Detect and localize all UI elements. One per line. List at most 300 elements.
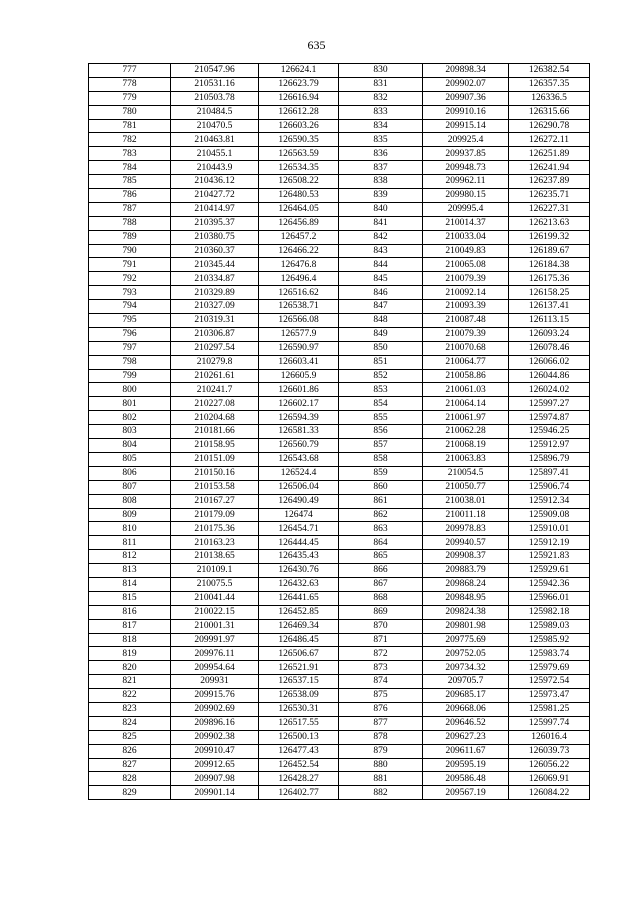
y-coordinate-left-cell: 126605.9 (259, 369, 339, 383)
table-row (89, 452, 590, 466)
y-coordinate-left-cell: 126435.43 (259, 550, 339, 564)
point-number-left-cell: 811 (89, 536, 171, 550)
table-row (89, 161, 590, 175)
y-coordinate-right-cell: 125985.92 (509, 633, 590, 647)
table-row (89, 619, 590, 633)
x-coordinate-left-cell: 210306.87 (171, 327, 259, 341)
y-coordinate-left-cell: 126402.77 (259, 786, 339, 800)
point-number-right-cell: 832 (339, 91, 423, 105)
point-number-left-cell: 824 (89, 716, 171, 730)
x-coordinate-left-cell: 209910.47 (171, 744, 259, 758)
y-coordinate-right-cell: 126024.02 (509, 383, 590, 397)
y-coordinate-left-cell: 126543.68 (259, 452, 339, 466)
y-coordinate-left-cell: 126466.22 (259, 244, 339, 258)
y-coordinate-right-cell: 126382.54 (509, 64, 590, 78)
table-row (89, 369, 590, 383)
y-coordinate-right-cell: 125910.01 (509, 522, 590, 536)
y-coordinate-left-cell: 126624.1 (259, 64, 339, 78)
x-coordinate-right-cell: 209940.57 (423, 536, 509, 550)
x-coordinate-left-cell: 209991.97 (171, 633, 259, 647)
x-coordinate-right-cell: 210054.5 (423, 466, 509, 480)
table-row (89, 175, 590, 189)
x-coordinate-right-cell: 209586.48 (423, 772, 509, 786)
y-coordinate-right-cell: 125979.69 (509, 661, 590, 675)
point-number-left-cell: 784 (89, 161, 171, 175)
point-number-right-cell: 845 (339, 272, 423, 286)
x-coordinate-left-cell: 210001.31 (171, 619, 259, 633)
point-number-left-cell: 791 (89, 258, 171, 272)
y-coordinate-right-cell: 126039.73 (509, 744, 590, 758)
point-number-right-cell: 869 (339, 605, 423, 619)
table-row (89, 258, 590, 272)
table-row (89, 272, 590, 286)
x-coordinate-right-cell: 210079.39 (423, 272, 509, 286)
point-number-right-cell: 842 (339, 230, 423, 244)
point-number-left-cell: 787 (89, 202, 171, 216)
y-coordinate-left-cell: 126538.09 (259, 689, 339, 703)
x-coordinate-left-cell: 210345.44 (171, 258, 259, 272)
point-number-right-cell: 836 (339, 147, 423, 161)
point-number-left-cell: 798 (89, 355, 171, 369)
table-row (89, 119, 590, 133)
point-number-left-cell: 801 (89, 397, 171, 411)
x-coordinate-right-cell: 210070.68 (423, 341, 509, 355)
y-coordinate-left-cell: 126560.79 (259, 439, 339, 453)
y-coordinate-left-cell: 126474 (259, 508, 339, 522)
x-coordinate-right-cell: 209611.67 (423, 744, 509, 758)
point-number-left-cell: 782 (89, 133, 171, 147)
y-coordinate-right-cell: 126078.46 (509, 341, 590, 355)
point-number-left-cell: 789 (89, 230, 171, 244)
x-coordinate-right-cell: 210064.77 (423, 355, 509, 369)
x-coordinate-left-cell: 210327.09 (171, 300, 259, 314)
table-row (89, 591, 590, 605)
y-coordinate-right-cell: 126227.31 (509, 202, 590, 216)
y-coordinate-left-cell: 126537.15 (259, 675, 339, 689)
y-coordinate-left-cell: 126516.62 (259, 286, 339, 300)
point-number-left-cell: 804 (89, 439, 171, 453)
point-number-right-cell: 881 (339, 772, 423, 786)
table-row (89, 675, 590, 689)
x-coordinate-left-cell: 210279.8 (171, 355, 259, 369)
point-number-right-cell: 840 (339, 202, 423, 216)
table-row (89, 411, 590, 425)
point-number-right-cell: 868 (339, 591, 423, 605)
y-coordinate-left-cell: 126581.33 (259, 425, 339, 439)
y-coordinate-right-cell: 125921.83 (509, 550, 590, 564)
y-coordinate-right-cell: 126237.89 (509, 175, 590, 189)
table-row (89, 633, 590, 647)
point-number-left-cell: 829 (89, 786, 171, 800)
point-number-right-cell: 839 (339, 189, 423, 203)
y-coordinate-left-cell: 126534.35 (259, 161, 339, 175)
x-coordinate-left-cell: 209902.38 (171, 730, 259, 744)
y-coordinate-right-cell: 126056.22 (509, 758, 590, 772)
point-number-left-cell: 797 (89, 341, 171, 355)
y-coordinate-left-cell: 126452.54 (259, 758, 339, 772)
table-row (89, 522, 590, 536)
x-coordinate-right-cell: 209627.23 (423, 730, 509, 744)
x-coordinate-right-cell: 209646.52 (423, 716, 509, 730)
x-coordinate-right-cell: 209775.69 (423, 633, 509, 647)
x-coordinate-right-cell: 209902.07 (423, 77, 509, 91)
x-coordinate-left-cell: 210022.15 (171, 605, 259, 619)
point-number-right-cell: 860 (339, 480, 423, 494)
y-coordinate-right-cell: 126189.67 (509, 244, 590, 258)
x-coordinate-right-cell: 210050.77 (423, 480, 509, 494)
table-row (89, 147, 590, 161)
x-coordinate-left-cell: 210179.09 (171, 508, 259, 522)
x-coordinate-left-cell: 209902.69 (171, 702, 259, 716)
y-coordinate-left-cell: 126506.67 (259, 647, 339, 661)
x-coordinate-right-cell: 209980.15 (423, 189, 509, 203)
table-row (89, 480, 590, 494)
point-number-left-cell: 823 (89, 702, 171, 716)
point-number-right-cell: 830 (339, 64, 423, 78)
point-number-right-cell: 856 (339, 425, 423, 439)
point-number-right-cell: 834 (339, 119, 423, 133)
x-coordinate-left-cell: 210175.36 (171, 522, 259, 536)
x-coordinate-left-cell: 210380.75 (171, 230, 259, 244)
point-number-right-cell: 863 (339, 522, 423, 536)
point-number-left-cell: 796 (89, 327, 171, 341)
table-row (89, 300, 590, 314)
x-coordinate-left-cell: 209912.65 (171, 758, 259, 772)
table-row (89, 577, 590, 591)
point-number-right-cell: 850 (339, 341, 423, 355)
x-coordinate-left-cell: 210261.61 (171, 369, 259, 383)
point-number-right-cell: 882 (339, 786, 423, 800)
y-coordinate-left-cell: 126444.45 (259, 536, 339, 550)
point-number-left-cell: 800 (89, 383, 171, 397)
x-coordinate-right-cell: 210093.39 (423, 300, 509, 314)
y-coordinate-right-cell: 125942.36 (509, 577, 590, 591)
y-coordinate-right-cell: 125983.74 (509, 647, 590, 661)
y-coordinate-right-cell: 125966.01 (509, 591, 590, 605)
table-row (89, 702, 590, 716)
y-coordinate-left-cell: 126623.79 (259, 77, 339, 91)
table-row (89, 244, 590, 258)
point-number-left-cell: 816 (89, 605, 171, 619)
y-coordinate-right-cell: 126315.66 (509, 105, 590, 119)
y-coordinate-left-cell: 126612.28 (259, 105, 339, 119)
x-coordinate-right-cell: 210061.97 (423, 411, 509, 425)
y-coordinate-right-cell: 126251.89 (509, 147, 590, 161)
x-coordinate-right-cell: 209848.95 (423, 591, 509, 605)
x-coordinate-left-cell: 210204.68 (171, 411, 259, 425)
y-coordinate-right-cell: 126113.15 (509, 314, 590, 328)
point-number-left-cell: 795 (89, 314, 171, 328)
x-coordinate-left-cell: 209931 (171, 675, 259, 689)
table-row (89, 314, 590, 328)
y-coordinate-left-cell: 126430.76 (259, 564, 339, 578)
y-coordinate-left-cell: 126500.13 (259, 730, 339, 744)
y-coordinate-left-cell: 126594.39 (259, 411, 339, 425)
x-coordinate-right-cell: 209908.37 (423, 550, 509, 564)
x-coordinate-right-cell: 209898.34 (423, 64, 509, 78)
y-coordinate-left-cell: 126508.22 (259, 175, 339, 189)
y-coordinate-right-cell: 125973.47 (509, 689, 590, 703)
y-coordinate-left-cell: 126486.45 (259, 633, 339, 647)
x-coordinate-right-cell: 209824.38 (423, 605, 509, 619)
point-number-right-cell: 848 (339, 314, 423, 328)
x-coordinate-right-cell: 210011.18 (423, 508, 509, 522)
y-coordinate-right-cell: 126084.22 (509, 786, 590, 800)
y-coordinate-right-cell: 126016.4 (509, 730, 590, 744)
point-number-left-cell: 815 (89, 591, 171, 605)
point-number-right-cell: 873 (339, 661, 423, 675)
x-coordinate-right-cell: 210087.48 (423, 314, 509, 328)
point-number-right-cell: 853 (339, 383, 423, 397)
table-row (89, 64, 590, 78)
table-row (89, 202, 590, 216)
y-coordinate-left-cell: 126524.4 (259, 466, 339, 480)
point-number-right-cell: 851 (339, 355, 423, 369)
table-row (89, 536, 590, 550)
x-coordinate-left-cell: 209907.98 (171, 772, 259, 786)
y-coordinate-right-cell: 125972.54 (509, 675, 590, 689)
table-row (89, 397, 590, 411)
point-number-left-cell: 802 (89, 411, 171, 425)
x-coordinate-right-cell: 210049.83 (423, 244, 509, 258)
point-number-left-cell: 783 (89, 147, 171, 161)
table-row (89, 494, 590, 508)
table-row (89, 689, 590, 703)
point-number-left-cell: 825 (89, 730, 171, 744)
table-row (89, 133, 590, 147)
x-coordinate-left-cell: 210470.5 (171, 119, 259, 133)
point-number-left-cell: 808 (89, 494, 171, 508)
y-coordinate-left-cell: 126603.26 (259, 119, 339, 133)
x-coordinate-left-cell: 210414.97 (171, 202, 259, 216)
y-coordinate-right-cell: 125906.74 (509, 480, 590, 494)
table-row (89, 466, 590, 480)
point-number-left-cell: 807 (89, 480, 171, 494)
x-coordinate-left-cell: 210531.16 (171, 77, 259, 91)
y-coordinate-right-cell: 126213.63 (509, 216, 590, 230)
y-coordinate-left-cell: 126601.86 (259, 383, 339, 397)
x-coordinate-right-cell: 209925.4 (423, 133, 509, 147)
point-number-left-cell: 805 (89, 452, 171, 466)
table-row (89, 91, 590, 105)
x-coordinate-left-cell: 210153.58 (171, 480, 259, 494)
x-coordinate-right-cell: 210061.03 (423, 383, 509, 397)
point-number-right-cell: 844 (339, 258, 423, 272)
y-coordinate-right-cell: 125912.34 (509, 494, 590, 508)
y-coordinate-right-cell: 125982.18 (509, 605, 590, 619)
x-coordinate-left-cell: 210167.27 (171, 494, 259, 508)
x-coordinate-right-cell: 209801.98 (423, 619, 509, 633)
y-coordinate-right-cell: 125929.61 (509, 564, 590, 578)
x-coordinate-left-cell: 210158.95 (171, 439, 259, 453)
x-coordinate-left-cell: 210436.12 (171, 175, 259, 189)
x-coordinate-right-cell: 209705.7 (423, 675, 509, 689)
point-number-left-cell: 777 (89, 64, 171, 78)
point-number-right-cell: 858 (339, 452, 423, 466)
point-number-right-cell: 859 (339, 466, 423, 480)
table-row (89, 286, 590, 300)
x-coordinate-left-cell: 209915.76 (171, 689, 259, 703)
point-number-left-cell: 810 (89, 522, 171, 536)
point-number-right-cell: 846 (339, 286, 423, 300)
y-coordinate-right-cell: 126069.91 (509, 772, 590, 786)
point-number-right-cell: 841 (339, 216, 423, 230)
x-coordinate-left-cell: 210151.09 (171, 452, 259, 466)
point-number-left-cell: 785 (89, 175, 171, 189)
x-coordinate-right-cell: 210033.04 (423, 230, 509, 244)
point-number-right-cell: 880 (339, 758, 423, 772)
y-coordinate-left-cell: 126464.05 (259, 202, 339, 216)
y-coordinate-right-cell: 125912.97 (509, 439, 590, 453)
x-coordinate-left-cell: 210484.5 (171, 105, 259, 119)
y-coordinate-right-cell: 125897.41 (509, 466, 590, 480)
y-coordinate-left-cell: 126603.41 (259, 355, 339, 369)
point-number-right-cell: 847 (339, 300, 423, 314)
table-row (89, 383, 590, 397)
y-coordinate-left-cell: 126530.31 (259, 702, 339, 716)
coordinates-table-body (89, 64, 590, 800)
y-coordinate-left-cell: 126490.49 (259, 494, 339, 508)
point-number-left-cell: 809 (89, 508, 171, 522)
point-number-left-cell: 790 (89, 244, 171, 258)
x-coordinate-left-cell: 210427.72 (171, 189, 259, 203)
table-row (89, 730, 590, 744)
point-number-left-cell: 820 (89, 661, 171, 675)
y-coordinate-left-cell: 126538.71 (259, 300, 339, 314)
x-coordinate-left-cell: 210138.65 (171, 550, 259, 564)
table-row (89, 105, 590, 119)
x-coordinate-left-cell: 210395.37 (171, 216, 259, 230)
y-coordinate-right-cell: 126175.36 (509, 272, 590, 286)
x-coordinate-right-cell: 209734.32 (423, 661, 509, 675)
point-number-left-cell: 781 (89, 119, 171, 133)
x-coordinate-left-cell: 210360.37 (171, 244, 259, 258)
point-number-right-cell: 838 (339, 175, 423, 189)
table-row (89, 77, 590, 91)
point-number-right-cell: 862 (339, 508, 423, 522)
point-number-right-cell: 864 (339, 536, 423, 550)
x-coordinate-left-cell: 210241.7 (171, 383, 259, 397)
point-number-left-cell: 827 (89, 758, 171, 772)
table-row (89, 439, 590, 453)
y-coordinate-right-cell: 126184.38 (509, 258, 590, 272)
point-number-left-cell: 794 (89, 300, 171, 314)
point-number-right-cell: 861 (339, 494, 423, 508)
x-coordinate-right-cell: 210038.01 (423, 494, 509, 508)
x-coordinate-right-cell: 209995.4 (423, 202, 509, 216)
x-coordinate-left-cell: 210329.89 (171, 286, 259, 300)
y-coordinate-right-cell: 126235.71 (509, 189, 590, 203)
y-coordinate-left-cell: 126477.43 (259, 744, 339, 758)
point-number-left-cell: 793 (89, 286, 171, 300)
table-row (89, 508, 590, 522)
y-coordinate-left-cell: 126469.34 (259, 619, 339, 633)
x-coordinate-right-cell: 210062.28 (423, 425, 509, 439)
table-row (89, 355, 590, 369)
point-number-left-cell: 799 (89, 369, 171, 383)
table-row (89, 647, 590, 661)
point-number-left-cell: 813 (89, 564, 171, 578)
page-number: 635 (307, 38, 326, 52)
point-number-left-cell: 821 (89, 675, 171, 689)
y-coordinate-right-cell: 126044.86 (509, 369, 590, 383)
point-number-left-cell: 819 (89, 647, 171, 661)
x-coordinate-right-cell: 210065.08 (423, 258, 509, 272)
point-number-left-cell: 817 (89, 619, 171, 633)
y-coordinate-right-cell: 125974.87 (509, 411, 590, 425)
y-coordinate-right-cell: 126241.94 (509, 161, 590, 175)
point-number-left-cell: 818 (89, 633, 171, 647)
y-coordinate-left-cell: 126432.63 (259, 577, 339, 591)
x-coordinate-left-cell: 210334.87 (171, 272, 259, 286)
point-number-left-cell: 786 (89, 189, 171, 203)
point-number-right-cell: 837 (339, 161, 423, 175)
y-coordinate-left-cell: 126577.9 (259, 327, 339, 341)
x-coordinate-right-cell: 209595.19 (423, 758, 509, 772)
table-row (89, 189, 590, 203)
point-number-left-cell: 780 (89, 105, 171, 119)
y-coordinate-left-cell: 126476.8 (259, 258, 339, 272)
point-number-right-cell: 866 (339, 564, 423, 578)
point-number-right-cell: 854 (339, 397, 423, 411)
y-coordinate-left-cell: 126428.27 (259, 772, 339, 786)
y-coordinate-right-cell: 125981.25 (509, 702, 590, 716)
point-number-right-cell: 867 (339, 577, 423, 591)
point-number-right-cell: 849 (339, 327, 423, 341)
y-coordinate-right-cell: 125909.08 (509, 508, 590, 522)
table-row (89, 550, 590, 564)
y-coordinate-left-cell: 126602.17 (259, 397, 339, 411)
x-coordinate-left-cell: 210463.81 (171, 133, 259, 147)
table-row (89, 786, 590, 800)
x-coordinate-right-cell: 209668.06 (423, 702, 509, 716)
x-coordinate-left-cell: 210181.66 (171, 425, 259, 439)
table-row (89, 230, 590, 244)
point-number-right-cell: 871 (339, 633, 423, 647)
x-coordinate-right-cell: 209907.36 (423, 91, 509, 105)
y-coordinate-left-cell: 126517.55 (259, 716, 339, 730)
point-number-right-cell: 870 (339, 619, 423, 633)
point-number-right-cell: 865 (339, 550, 423, 564)
point-number-right-cell: 857 (339, 439, 423, 453)
y-coordinate-right-cell: 125997.74 (509, 716, 590, 730)
coordinates-table (88, 63, 590, 800)
y-coordinate-left-cell: 126566.08 (259, 314, 339, 328)
x-coordinate-left-cell: 210547.96 (171, 64, 259, 78)
y-coordinate-left-cell: 126521.91 (259, 661, 339, 675)
table-row (89, 425, 590, 439)
x-coordinate-right-cell: 209978.83 (423, 522, 509, 536)
x-coordinate-left-cell: 210503.78 (171, 91, 259, 105)
table-row (89, 661, 590, 675)
y-coordinate-right-cell: 126272.11 (509, 133, 590, 147)
x-coordinate-left-cell: 209896.16 (171, 716, 259, 730)
y-coordinate-right-cell: 125946.25 (509, 425, 590, 439)
x-coordinate-left-cell: 210150.16 (171, 466, 259, 480)
table-row (89, 327, 590, 341)
point-number-left-cell: 788 (89, 216, 171, 230)
x-coordinate-left-cell: 210041.44 (171, 591, 259, 605)
point-number-left-cell: 792 (89, 272, 171, 286)
point-number-right-cell: 872 (339, 647, 423, 661)
y-coordinate-left-cell: 126456.89 (259, 216, 339, 230)
y-coordinate-right-cell: 125896.79 (509, 452, 590, 466)
y-coordinate-right-cell: 126357.35 (509, 77, 590, 91)
y-coordinate-left-cell: 126454.71 (259, 522, 339, 536)
x-coordinate-right-cell: 209915.14 (423, 119, 509, 133)
x-coordinate-right-cell: 209567.19 (423, 786, 509, 800)
point-number-left-cell: 826 (89, 744, 171, 758)
